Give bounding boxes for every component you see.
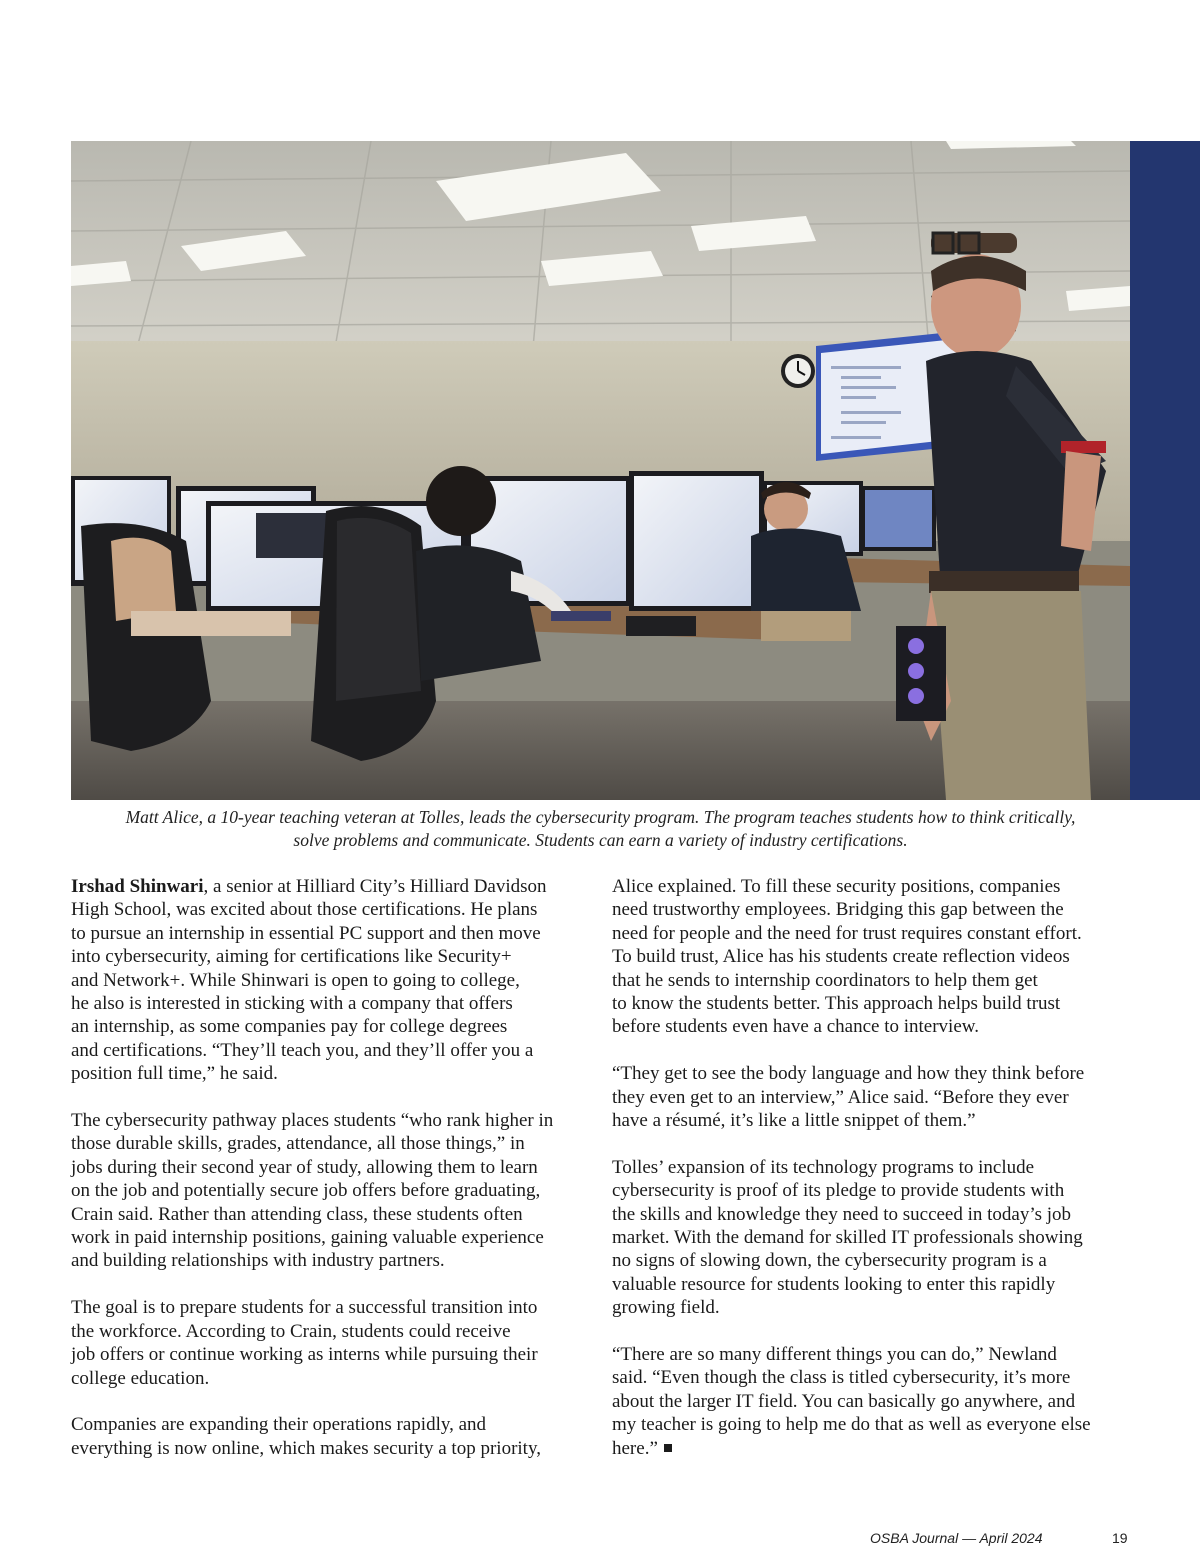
page-number: 19	[1112, 1530, 1128, 1546]
text-line: Companies are expanding their operations rapidly, and	[71, 1414, 487, 1436]
text-line: he also is interested in sticking with a company that offers	[71, 993, 513, 1015]
text-line: an internship, as some companies pay for college degrees	[71, 1016, 508, 1038]
text-line: my teacher is going to help me do that as well as everyone else	[612, 1414, 1091, 1436]
left-column	[71, 875, 596, 1484]
paragraph	[612, 1062, 1142, 1132]
text-line: To build trust, Alice has his students create reflection videos	[612, 946, 1070, 968]
classroom-photo-illustration	[71, 141, 1130, 800]
paragraph	[612, 1343, 1142, 1460]
right-column	[612, 875, 1142, 1484]
text-line: jobs during their second year of study, allowing them to learn	[71, 1156, 538, 1178]
text-line: Crain said. Rather than attending class, these students often	[71, 1203, 523, 1225]
text-line: here.”	[612, 1437, 1142, 1460]
text-line: market. With the demand for skilled IT professionals showing	[612, 1227, 1083, 1249]
text-line: High School, was excited about those certifications. He plans	[71, 899, 538, 921]
text-line: into cybersecurity, aiming for certifications like Security+	[71, 946, 512, 968]
text-line: no signs of slowing down, the cybersecurity program is a	[612, 1250, 1047, 1272]
text-line: need trustworthy employees. Bridging this gap between the	[612, 899, 1064, 921]
section-color-tab	[1130, 141, 1200, 800]
text-line: and certifications. “They’ll teach you, and they’ll offer you a	[71, 1039, 534, 1061]
caption-line: Matt Alice, a 10-year teaching veteran at Tolles, leads the cybersecurity program. The program teaches students how to think critically,	[125, 807, 1076, 827]
text-line: said. “Even though the class is titled cybersecurity, it’s more	[612, 1367, 1071, 1389]
text-line: that he sends to internship coordinators to help them get	[612, 969, 1038, 991]
text-line: on the job and potentially secure job offers before graduating,	[71, 1180, 541, 1202]
text-line: to know the students better. This approach helps build trust	[612, 993, 1061, 1015]
text-line: the skills and knowledge they need to succeed in today’s job	[612, 1203, 1072, 1225]
caption-line: solve problems and communicate. Students can earn a variety of industry certifications.	[293, 830, 908, 850]
paragraph	[71, 1413, 596, 1460]
text-line: valuable resource for students looking to enter this rapidly	[612, 1273, 1056, 1295]
subject-name: Irshad Shinwari	[71, 876, 204, 897]
text-line: Alice explained. To fill these security positions, companies	[612, 876, 1061, 897]
text-line: those durable skills, grades, attendance, all those things,” in	[71, 1133, 525, 1155]
paragraph	[71, 1296, 596, 1390]
end-of-article-icon	[664, 1444, 672, 1452]
text-line: Tolles’ expansion of its technology programs to include	[612, 1156, 1035, 1178]
text-line: have a résumé, it’s like a little snippet of them.”	[612, 1110, 976, 1132]
text-line: job offers or continue working as interns while pursuing their	[71, 1344, 538, 1366]
text-line: they even get to an interview,” Alice said. “Before they ever	[612, 1086, 1069, 1108]
text-line: and building relationships with industry partners.	[71, 1250, 445, 1272]
text-line: need for people and the need for trust requires constant effort.	[612, 922, 1082, 944]
text-line: and Network+. While Shinwari is open to going to college,	[71, 969, 520, 991]
text-line: position full time,” he said.	[71, 1063, 278, 1085]
paragraph	[612, 1156, 1142, 1320]
text-line: growing field.	[612, 1297, 720, 1319]
text-line: the workforce. According to Crain, students could receive	[71, 1320, 511, 1342]
paragraph	[71, 875, 596, 1086]
text-line: The cybersecurity pathway places students “who rank higher in	[71, 1110, 554, 1132]
paragraph	[71, 1109, 596, 1273]
text-line: “There are so many different things you can do,” Newland	[612, 1344, 1057, 1366]
classroom-photo	[71, 141, 1130, 800]
text-line: before students even have a chance to interview.	[612, 1016, 979, 1038]
paragraph	[612, 875, 1142, 1039]
text-line: to pursue an internship in essential PC support and then move	[71, 922, 541, 944]
photo-caption	[71, 806, 1130, 852]
text-line: about the larger IT field. You can basically go anywhere, and	[612, 1390, 1076, 1412]
text-line: college education.	[71, 1367, 210, 1389]
text-line: work in paid internship positions, gaining valuable experience	[71, 1227, 544, 1249]
text-line: everything is now online, which makes security a top priority,	[71, 1437, 541, 1459]
text-line: The goal is to prepare students for a successful transition into	[71, 1297, 538, 1319]
text-line: “They get to see the body language and how they think before	[612, 1063, 1085, 1085]
journal-name: OSBA Journal — April 2024	[870, 1530, 1043, 1546]
text-line: Irshad Shinwari, a senior at Hilliard City’s Hilliard Davidson	[71, 876, 547, 897]
text-line: cybersecurity is proof of its pledge to provide students with	[612, 1180, 1065, 1202]
